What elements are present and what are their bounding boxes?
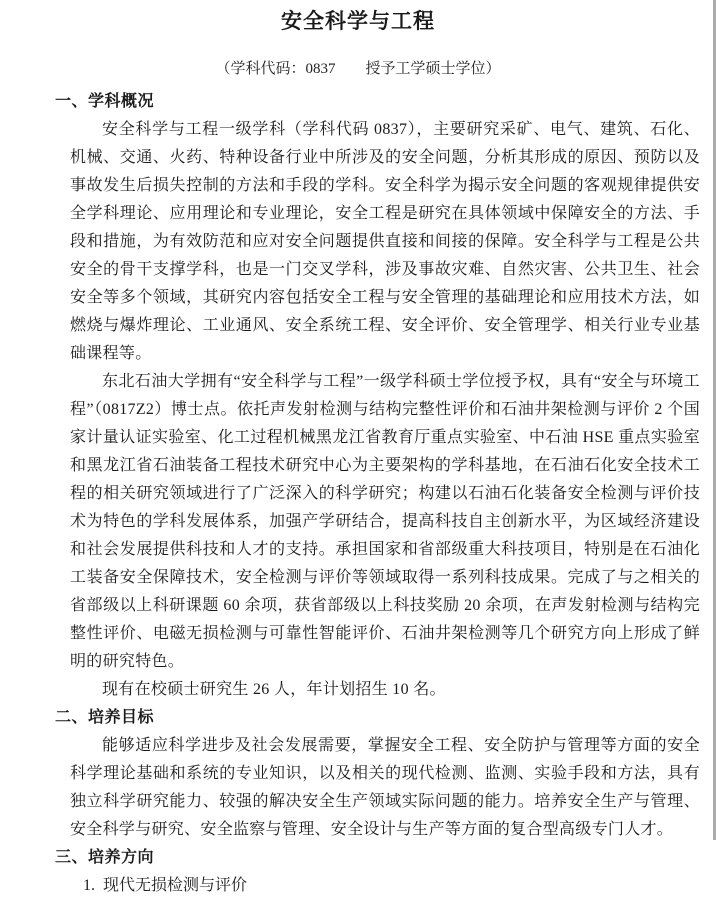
section-discipline-overview xyxy=(0,88,716,704)
page-title: 安全科学与工程 xyxy=(281,10,435,33)
section-heading: 三、培养方向 xyxy=(55,849,155,866)
section-heading: 一、学科概况 xyxy=(55,93,155,110)
section-heading: 二、培养目标 xyxy=(55,709,155,726)
subject-code-line: （学科代码：0837 授予工学硕士学位） xyxy=(215,61,501,77)
list-item xyxy=(83,872,716,900)
paragraph: 安全科学与工程一级学科（学科代码 0837），主要研究采矿、电气、建筑、石化、机械、交通、火药、特种设备行业中所涉及的安全问题，分析其形成的原因、预防以及事故发生后损失控制的方法和手段的学科。安全科学为揭示安全问题的客观规律提供安全学科理论、应用理论和专业理论，安全工程是研究在具体领域中保障安全的方法、手段和措施，为有效防范和应对安全问题提供直接和间接的保障。安全科学与工程是公共安全的骨干支撑学科，也是一门交叉学科，涉及事故灾难、自然灾害、公共卫生、社会安全等多个领域，其研究内容包括安全工程与安全管理的基础理论和应用技术方法，如燃烧与爆炸理论、工业通风、安全系统工程、安全评价、安全管理学、相关行业专业基础课程等。 xyxy=(70,121,700,362)
list-item-number: 1. xyxy=(83,877,95,894)
section-training-goal xyxy=(0,704,716,844)
paragraph: 能够适应科学进步及社会发展需要，掌握安全工程、安全防护与管理等方面的安全科学理论基础和系统的专业知识，以及相关的现代检测、监测、实验手段和方法，具有独立科学研究能力、较强的解决安全生产领域实际问题的能力。培养安全生产与管理、安全科学与研究、安全监察与管理、安全设计与生产等方面的复合型高级专门人才。 xyxy=(70,737,700,838)
paragraph: 东北石油大学拥有“安全科学与工程”一级学科硕士学位授予权，具有“安全与环境工程”（0817Z2）博士点。依托声发射检测与结构完整性评价和石油井架检测与评价 2 个国家计量认证实验室、化工过程机械黑龙江省教育厅重点实验室、中石油 HSE 重点实验室和黑龙江省石油装备工程技术研究中心为主要架构的学科基地，在石油石化安全技术工程的相关研究领域进行了广泛深入的科学研究；构建以石油石化装备安全检测与评价技术为特色的学科发展体系，加强产学研结合，提高科技自主创新水平，为区域经济建设和社会发展提供科技和人才的支持。承担国家和省部级重大科技项目，特别是在石油化工装备安全保障技术，安全检测与评价等领域取得一系列科技成果。完成了与之相关的省部级以上科研课题 60 余项，获省部级以上科技奖励 20 余项，在声发射检测与结构完整性评价、电磁无损检测与可靠性智能评价、石油井架检测等几个研究方向上形成了鲜明的研究特色。 xyxy=(70,373,700,670)
section-training-directions xyxy=(0,844,716,900)
list-item-label: 现代无损检测与评价 xyxy=(103,877,248,894)
paragraph: 现有在校硕士研究生 26 人，年计划招生 10 名。 xyxy=(102,681,446,698)
